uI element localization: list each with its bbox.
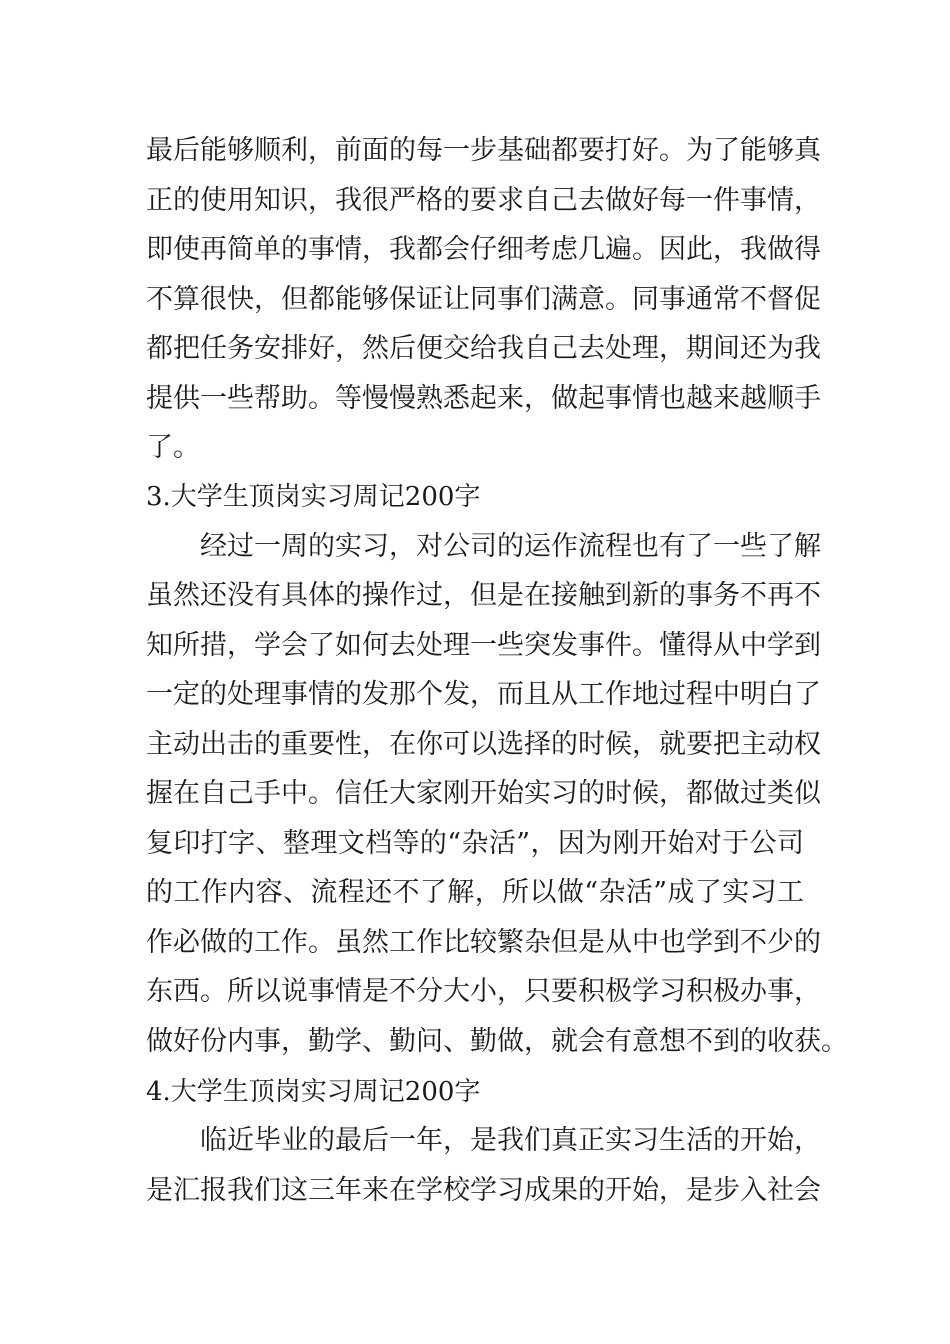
paragraph-line: 作必做的工作。虽然工作比较繁杂但是从中也学到不少的	[146, 927, 821, 958]
paragraph-line: 了。	[146, 432, 200, 463]
paragraph-line: 复印打字、整理文档等的“杂活”，因为刚开始对于公司	[146, 828, 804, 859]
paragraph-line: 主动出击的重要性，在你可以选择的时候，就要把主动权	[146, 729, 821, 760]
paragraph-line: 握在自己手中。信任大家刚开始实习的时候，都做过类似	[146, 778, 821, 809]
paragraph-line: 一定的处理事情的发那个发，而且从工作地过程中明白了	[146, 679, 821, 710]
paragraph-line: 做好份内事，勤学、勤问、勤做，就会有意想不到的收获。	[146, 1026, 848, 1057]
paragraph-line: 提供一些帮助。等慢慢熟悉起来，做起事情也越来越顺手	[146, 383, 821, 414]
paragraph-line: 虽然还没有具体的操作过，但是在接触到新的事务不再不	[146, 580, 821, 611]
paragraph-line: 经过一周的实习，对公司的运作流程也有了一些了解	[200, 531, 821, 562]
paragraph-line: 临近毕业的最后一年，是我们真正实习生活的开始，	[200, 1125, 821, 1156]
paragraph-line: 东西。所以说事情是不分大小，只要积极学习积极办事，	[146, 976, 821, 1007]
paragraph-line: 知所措，学会了如何去处理一些突发事件。懂得从中学到	[146, 630, 821, 661]
paragraph-line: 正的使用知识，我很严格的要求自己去做好每一件事情，	[146, 185, 821, 216]
paragraph-line: 即使再简单的事情，我都会仔细考虑几遍。因此，我做得	[146, 234, 821, 265]
section-heading-4: 4.大学生顶岗实习周记200字	[146, 1077, 481, 1107]
paragraph-line: 最后能够顺利，前面的每一步基础都要打好。为了能够真	[146, 135, 821, 166]
paragraph-line: 都把任务安排好，然后便交给我自己去处理，期间还为我	[146, 333, 821, 364]
paragraph-line: 的工作内容、流程还不了解，所以做“杂活”成了实习工	[146, 877, 804, 908]
paragraph-line: 不算很快，但都能够保证让同事们满意。同事通常不督促	[146, 284, 821, 315]
paragraph-line: 是汇报我们这三年来在学校学习成果的开始，是步入社会	[146, 1175, 821, 1206]
section-heading-3: 3.大学生顶岗实习周记200字	[146, 482, 481, 512]
